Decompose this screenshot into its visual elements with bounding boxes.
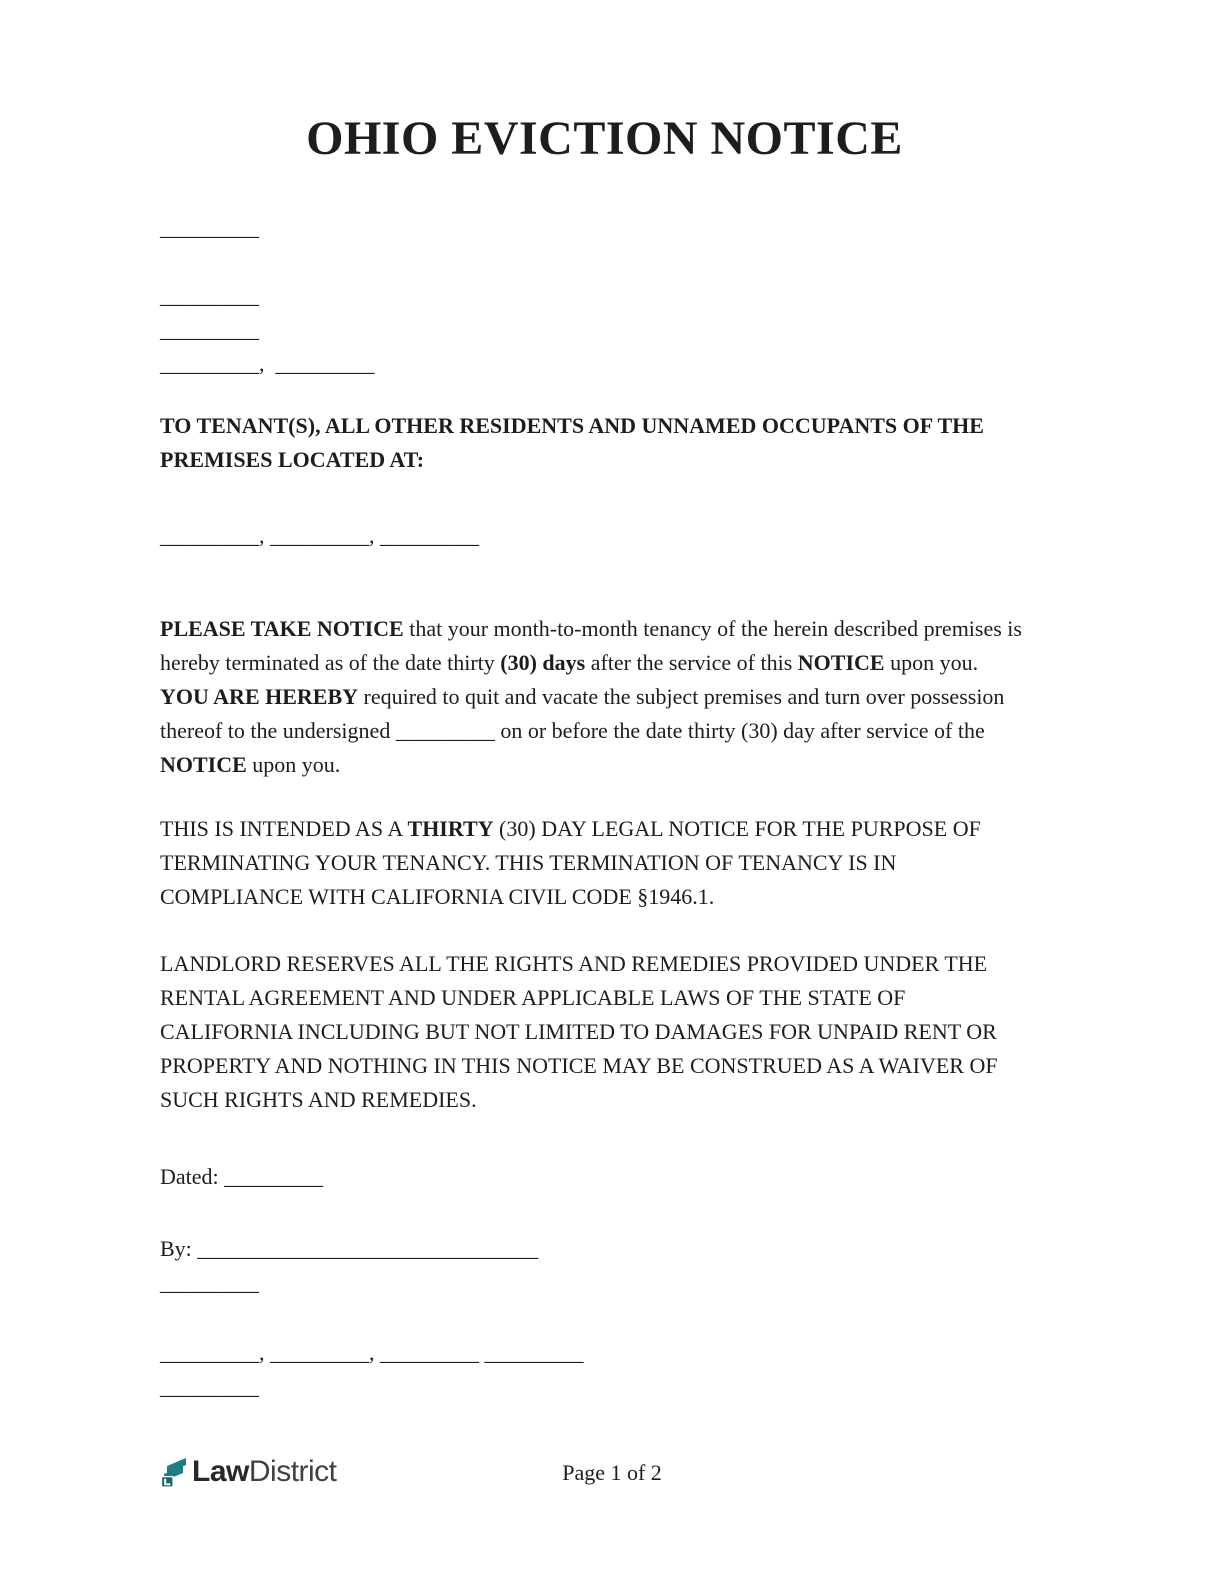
- premises-address-blanks: _________, _________, _________: [160, 523, 479, 548]
- brand-district-text: District: [248, 1455, 337, 1488]
- by-signature-line: [160, 1232, 1025, 1266]
- page-number: Page 1 of 2: [562, 1460, 662, 1485]
- signer-phone-blank: _________: [160, 1374, 259, 1399]
- landlord-unit-blank: _________: [160, 317, 259, 342]
- signer-address-blanks: _________, _________, _________ _________: [160, 1340, 584, 1365]
- document-title: OHIO EVICTION NOTICE: [306, 112, 903, 165]
- recipient-heading: TO TENANT(S), ALL OTHER RESIDENTS AND UNNAMED OCCUPANTS OF THE PREMISES LOCATED AT:: [160, 413, 984, 472]
- notice-paragraph: PLEASE TAKE NOTICE that your month-to-month tenancy of the herein described premises is hereby terminated as of the date thirty (30) days after the service of this NOTICE upon you. YOU ARE HEREBY required to quit and vacate the subject premises and turn over possession thereof to the undersigned _________ on or before the date thirty (30) day after service of the NOTICE upon you.: [160, 616, 1022, 777]
- landlord-city-state-blanks: _________, _________: [160, 351, 375, 376]
- landlord-street-blank: _________: [160, 283, 259, 308]
- legal-basis-paragraph: THIS IS INTENDED AS A THIRTY (30) DAY LEGAL NOTICE FOR THE PURPOSE OF TERMINATING YOUR TENANCY. THIS TERMINATION OF TENANCY IS IN COMPLIANCE WITH CALIFORNIA CIVIL CODE §1946.1.: [160, 816, 981, 909]
- rights-reservation-paragraph: LANDLORD RESERVES ALL THE RIGHTS AND REMEDIES PROVIDED UNDER THE RENTAL AGREEMENT AND UNDER APPLICABLE LAWS OF THE STATE OF CALIFORNIA INCLUDING BUT NOT LIMITED TO DAMAGES FOR UNPAID RENT OR PROPERTY AND NOTHING IN THIS NOTICE MAY BE CONSTRUED AS A WAIVER OF SUCH RIGHTS AND REMEDIES.: [160, 951, 998, 1112]
- dated-line: [160, 1160, 1025, 1194]
- landlord-name-blank: _________: [160, 215, 259, 240]
- signer-name-blank: _________: [160, 1270, 259, 1295]
- brand-law-text: Law: [192, 1455, 249, 1488]
- by-signature-blank: _______________________________: [197, 1236, 539, 1261]
- dated-blank: _________: [224, 1164, 324, 1189]
- dated-label: Dated:: [160, 1164, 225, 1189]
- by-label: By:: [160, 1236, 198, 1261]
